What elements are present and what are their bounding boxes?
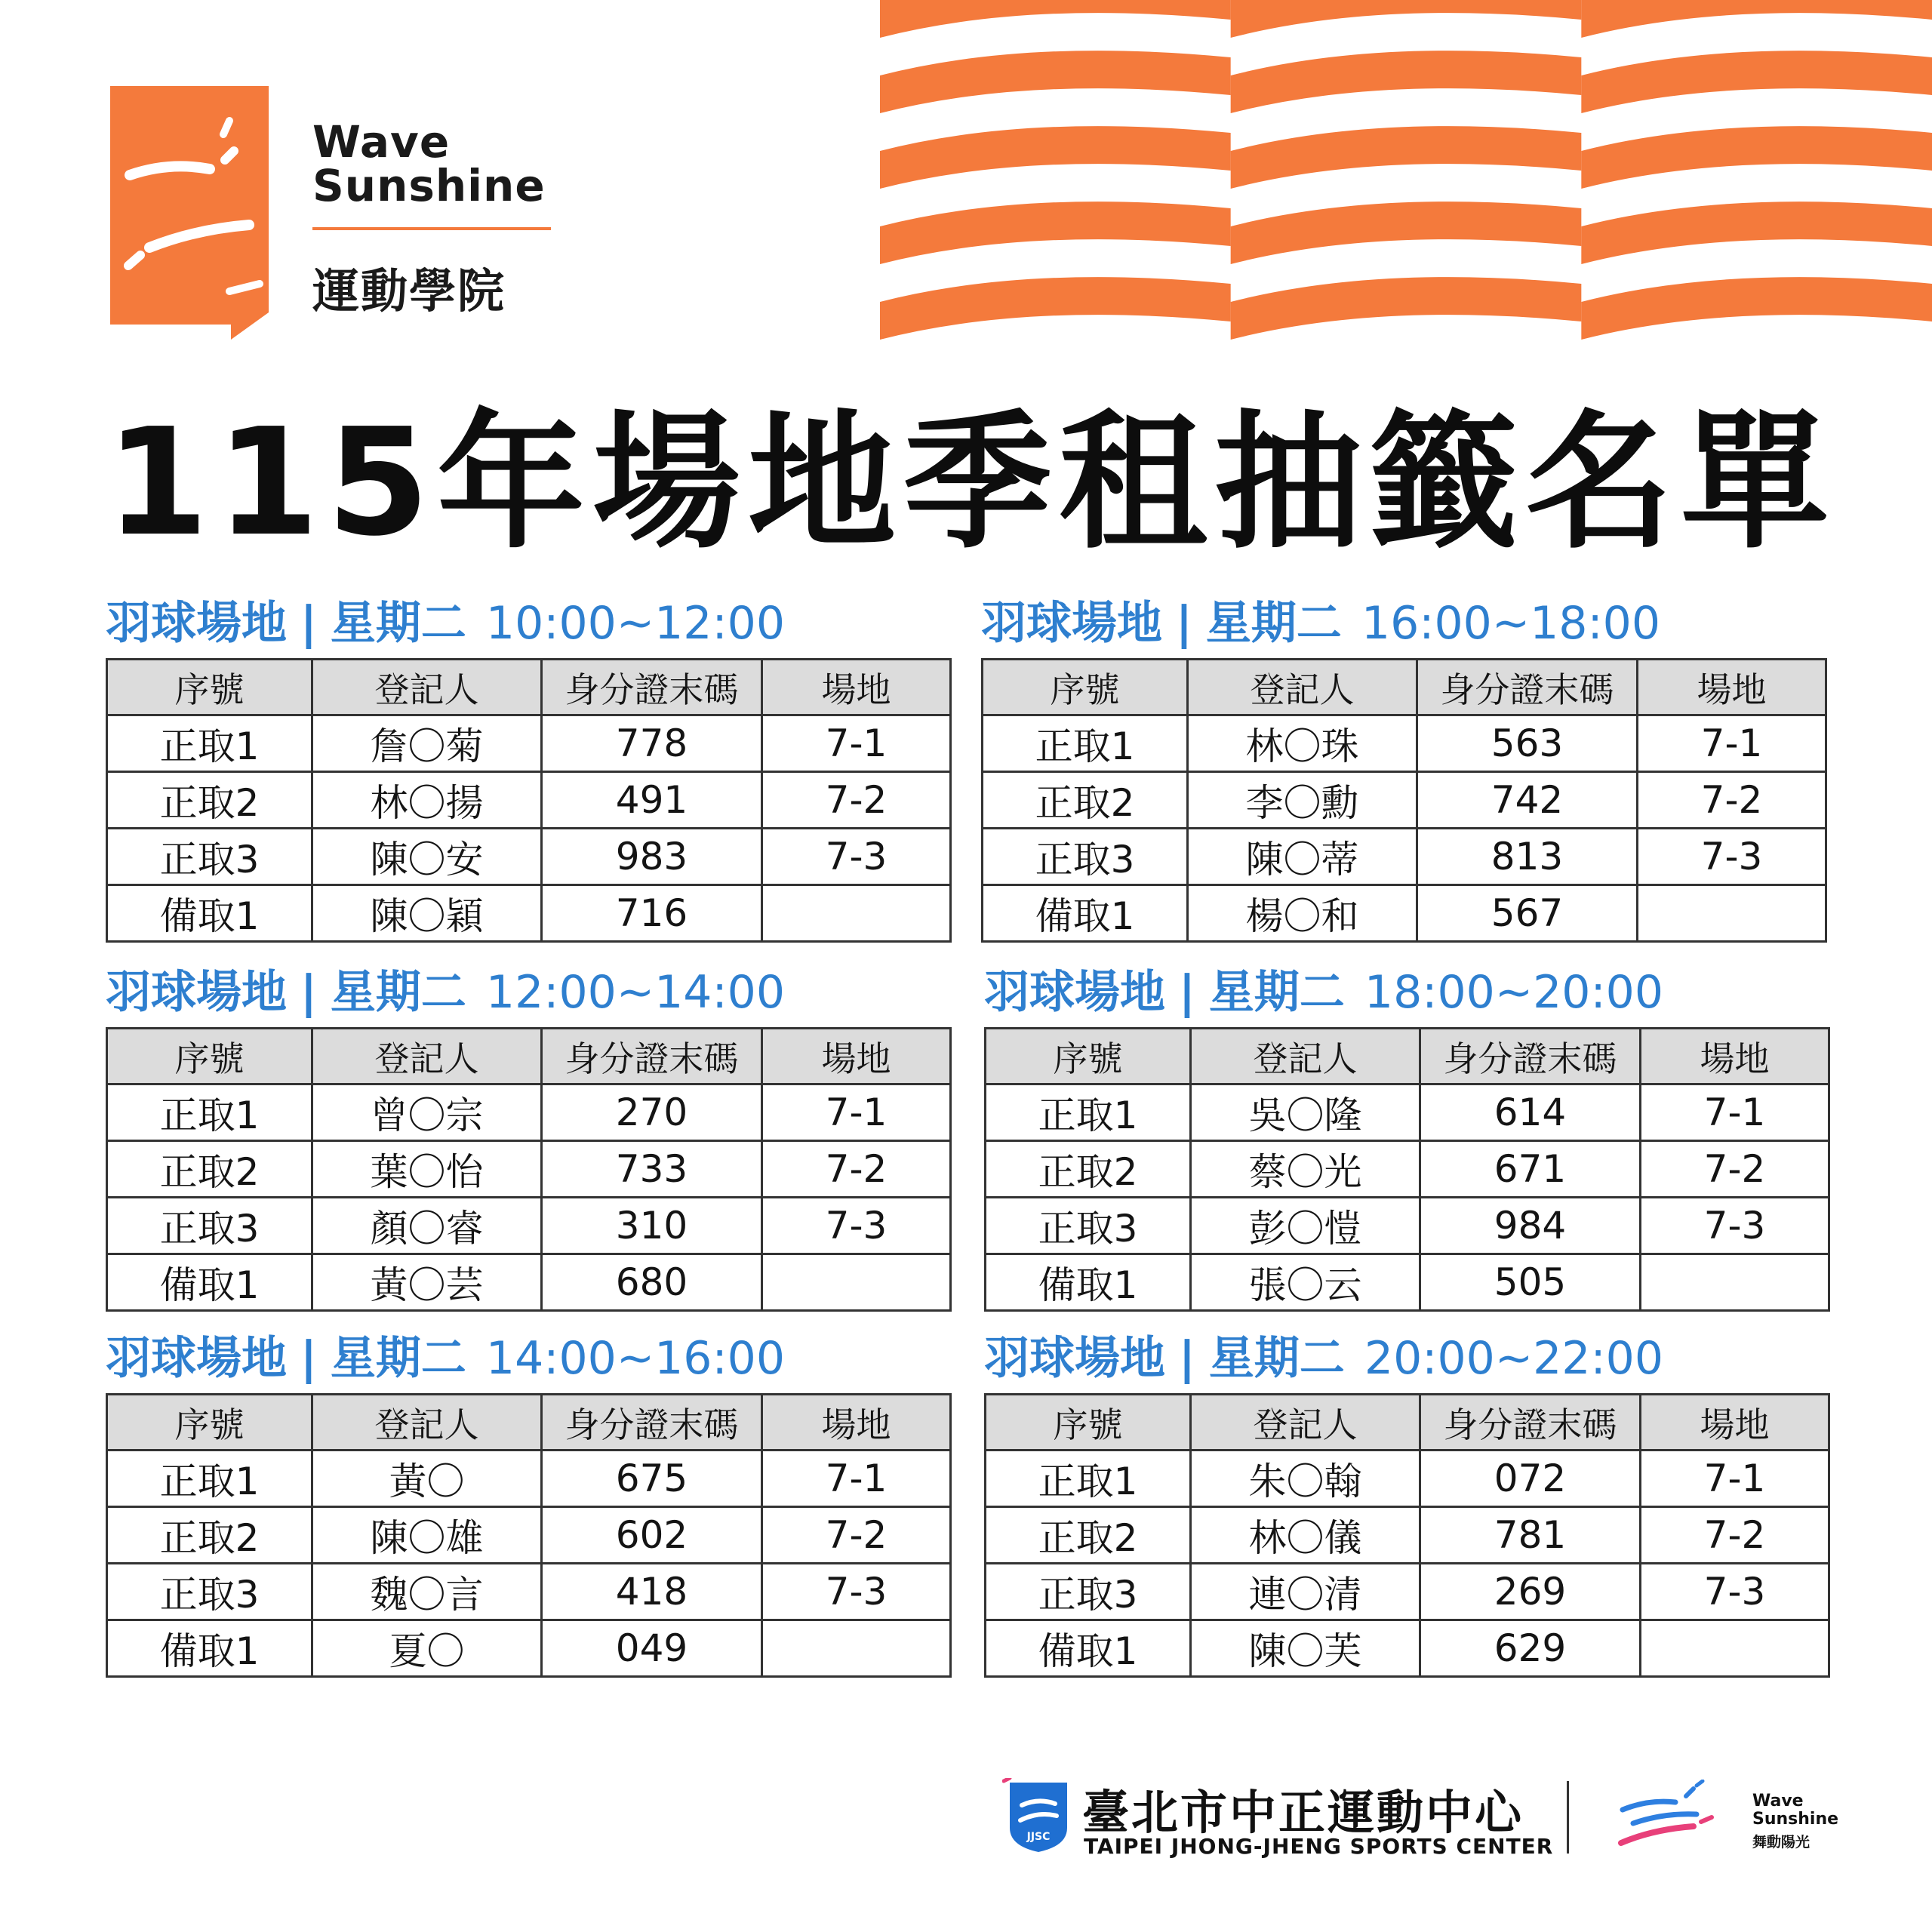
cell-id-suffix: 629 <box>1420 1620 1641 1677</box>
cell-sequence: 正取3 <box>986 1198 1191 1254</box>
cell-registrant: 詹〇菊 <box>312 715 542 772</box>
lottery-result-table <box>981 658 1827 943</box>
column-header-id-suffix: 身分證末碼 <box>542 660 762 715</box>
cell-sequence: 正取3 <box>107 829 312 885</box>
pattern-band <box>1231 126 1582 189</box>
venue-label: 羽球場地 <box>106 597 287 650</box>
cell-sequence: 正取2 <box>986 1507 1191 1564</box>
wave-sunshine-ribbon-icon <box>1618 1780 1718 1852</box>
schedule-block-heading <box>106 593 949 654</box>
cell-id-suffix: 418 <box>542 1564 762 1620</box>
schedule-block-heading <box>984 962 1828 1023</box>
cell-court: 7-2 <box>1641 1507 1829 1564</box>
cell-sequence: 正取2 <box>107 1141 312 1198</box>
cell-court: 7-2 <box>762 1141 951 1198</box>
cell-registrant: 曾〇宗 <box>312 1084 542 1141</box>
cell-id-suffix: 602 <box>542 1507 762 1564</box>
column-header-court: 場地 <box>762 660 951 715</box>
heading-separator: | <box>300 966 317 1019</box>
cell-id-suffix: 778 <box>542 715 762 772</box>
cell-id-suffix: 049 <box>542 1620 762 1677</box>
cell-sequence: 正取3 <box>986 1564 1191 1620</box>
pattern-band <box>880 202 1231 264</box>
cell-sequence: 正取2 <box>107 772 312 829</box>
column-header-court: 場地 <box>1641 1029 1829 1084</box>
cell-id-suffix: 310 <box>542 1198 762 1254</box>
cell-court: 7-3 <box>1641 1564 1829 1620</box>
pattern-band <box>880 126 1231 189</box>
cell-court: 7-1 <box>1638 715 1826 772</box>
pattern-band <box>1581 277 1932 340</box>
schedule-block-heading <box>984 1328 1828 1389</box>
cell-registrant: 陳〇蒂 <box>1188 829 1417 885</box>
table-row <box>986 1451 1829 1507</box>
cell-court: 7-1 <box>762 715 951 772</box>
cell-court: 7-1 <box>1641 1084 1829 1141</box>
cell-id-suffix: 491 <box>542 772 762 829</box>
table-header-row <box>107 1029 951 1084</box>
pattern-band <box>1231 51 1582 113</box>
table-row <box>107 829 951 885</box>
cell-registrant: 吳〇隆 <box>1191 1084 1420 1141</box>
column-header-registrant: 登記人 <box>1191 1029 1420 1084</box>
cell-sequence: 正取1 <box>107 715 312 772</box>
heading-separator: | <box>1179 966 1195 1019</box>
venue-label: 羽球場地 <box>984 966 1165 1019</box>
pattern-band <box>880 277 1231 340</box>
brand-divider <box>312 227 551 230</box>
venue-label: 羽球場地 <box>981 597 1162 650</box>
table-row <box>107 1564 951 1620</box>
cell-sequence: 正取1 <box>107 1084 312 1141</box>
schedule-block <box>106 1328 949 1678</box>
cell-court: 7-3 <box>762 829 951 885</box>
time-slot-label: 14:00~16:00 <box>485 1332 786 1385</box>
cell-id-suffix: 716 <box>542 885 762 942</box>
cell-id-suffix: 781 <box>1420 1507 1641 1564</box>
table-row <box>986 1507 1829 1564</box>
cell-court: 7-3 <box>762 1198 951 1254</box>
cell-id-suffix: 983 <box>542 829 762 885</box>
column-header-sequence: 序號 <box>986 1029 1191 1084</box>
brand-subtitle: 運動學院 <box>312 263 506 318</box>
cell-sequence: 備取1 <box>986 1620 1191 1677</box>
venue-label: 羽球場地 <box>106 1332 287 1385</box>
cell-sequence: 備取1 <box>107 885 312 942</box>
cell-registrant: 陳〇雄 <box>312 1507 542 1564</box>
column-header-id-suffix: 身分證末碼 <box>1417 660 1638 715</box>
cell-sequence: 正取1 <box>986 1451 1191 1507</box>
brand-name-line2: Sunshine <box>312 160 546 211</box>
cell-registrant: 顏〇睿 <box>312 1198 542 1254</box>
table-row <box>107 1620 951 1677</box>
table-row <box>983 885 1826 942</box>
column-header-sequence: 序號 <box>107 660 312 715</box>
cell-id-suffix: 563 <box>1417 715 1638 772</box>
cell-court: 7-2 <box>1638 772 1826 829</box>
table-header-row <box>107 660 951 715</box>
table-row <box>107 715 951 772</box>
schedule-block <box>984 962 1828 1312</box>
cell-sequence: 正取1 <box>986 1084 1191 1141</box>
weekday-label: 星期二 <box>330 1332 466 1385</box>
cell-id-suffix: 567 <box>1417 885 1638 942</box>
column-header-registrant: 登記人 <box>1188 660 1417 715</box>
cell-court: 7-3 <box>1638 829 1826 885</box>
footer-wave-line1: Wave <box>1752 1792 1804 1810</box>
cell-sequence: 正取1 <box>107 1451 312 1507</box>
cell-sequence: 備取1 <box>107 1620 312 1677</box>
cell-registrant: 魏〇言 <box>312 1564 542 1620</box>
cell-id-suffix: 671 <box>1420 1141 1641 1198</box>
decorative-wave-pattern <box>880 0 1932 340</box>
table-row <box>986 1084 1829 1141</box>
column-header-sequence: 序號 <box>107 1029 312 1084</box>
schedule-block-heading <box>106 1328 949 1389</box>
column-header-registrant: 登記人 <box>312 1395 542 1451</box>
table-header-row <box>986 1395 1829 1451</box>
footer-org-name-en: TAIPEI JHONG-JHENG SPORTS CENTER <box>1084 1834 1554 1859</box>
cell-sequence: 備取1 <box>107 1254 312 1311</box>
table-row <box>107 1507 951 1564</box>
cell-registrant: 楊〇和 <box>1188 885 1417 942</box>
cell-court: 7-1 <box>762 1084 951 1141</box>
footer-wave-line2: Sunshine <box>1752 1810 1839 1829</box>
table-row <box>983 715 1826 772</box>
table-row <box>986 1141 1829 1198</box>
cell-registrant: 連〇清 <box>1191 1564 1420 1620</box>
cell-court <box>1641 1254 1829 1311</box>
time-slot-label: 16:00~18:00 <box>1361 597 1661 650</box>
cell-registrant: 彭〇愷 <box>1191 1198 1420 1254</box>
cell-registrant: 林〇珠 <box>1188 715 1417 772</box>
time-slot-label: 10:00~12:00 <box>485 597 786 650</box>
cell-registrant: 夏〇 <box>312 1620 542 1677</box>
pattern-band <box>1231 202 1582 264</box>
cell-sequence: 正取1 <box>983 715 1188 772</box>
cell-sequence: 正取3 <box>107 1564 312 1620</box>
heading-separator: | <box>1176 597 1192 650</box>
column-header-id-suffix: 身分證末碼 <box>542 1395 762 1451</box>
pattern-band <box>1581 0 1932 38</box>
table-row <box>107 1084 951 1141</box>
brand-name-line1: Wave <box>312 116 451 168</box>
footer-divider <box>1567 1781 1569 1854</box>
table-header-row <box>986 1029 1829 1084</box>
cell-court: 7-3 <box>1641 1198 1829 1254</box>
column-header-court: 場地 <box>762 1029 951 1084</box>
cell-registrant: 黃〇芸 <box>312 1254 542 1311</box>
cell-id-suffix: 813 <box>1417 829 1638 885</box>
cell-court: 7-2 <box>1641 1141 1829 1198</box>
lottery-result-table <box>106 1393 952 1678</box>
pattern-band <box>1231 0 1582 38</box>
lottery-result-table <box>984 1027 1830 1312</box>
cell-registrant: 張〇云 <box>1191 1254 1420 1311</box>
table-row <box>986 1620 1829 1677</box>
heading-separator: | <box>1179 1332 1195 1385</box>
schedule-block <box>984 1328 1828 1678</box>
cell-sequence: 正取2 <box>983 772 1188 829</box>
wave-sunshine-flag-icon <box>110 86 269 340</box>
cell-id-suffix: 505 <box>1420 1254 1641 1311</box>
column-header-id-suffix: 身分證末碼 <box>1420 1029 1641 1084</box>
table-row <box>983 829 1826 885</box>
cell-id-suffix: 984 <box>1420 1198 1641 1254</box>
footer-org-name: 臺北市中正運動中心 <box>1082 1785 1524 1840</box>
emblem-text: JJSC <box>1026 1831 1051 1843</box>
cell-court <box>762 1254 951 1311</box>
cell-id-suffix: 733 <box>542 1141 762 1198</box>
cell-id-suffix: 680 <box>542 1254 762 1311</box>
cell-registrant: 陳〇穎 <box>312 885 542 942</box>
cell-id-suffix: 675 <box>542 1451 762 1507</box>
cell-sequence: 備取1 <box>986 1254 1191 1311</box>
cell-sequence: 正取3 <box>107 1198 312 1254</box>
page-title: 115年場地季租抽籤名單 <box>106 397 1837 569</box>
weekday-label: 星期二 <box>1205 597 1342 650</box>
heading-separator: | <box>300 597 317 650</box>
column-header-id-suffix: 身分證末碼 <box>1420 1395 1641 1451</box>
schedule-block <box>981 593 1825 943</box>
footer-wave-line3: 舞動陽光 <box>1752 1834 1810 1850</box>
jjsc-emblem-icon <box>1002 1778 1075 1854</box>
column-header-court: 場地 <box>762 1395 951 1451</box>
cell-court <box>1638 885 1826 942</box>
table-row <box>983 772 1826 829</box>
lottery-result-table <box>106 658 952 943</box>
table-row <box>107 885 951 942</box>
table-row <box>107 1198 951 1254</box>
cell-court <box>762 885 951 942</box>
venue-label: 羽球場地 <box>984 1332 1165 1385</box>
column-header-id-suffix: 身分證末碼 <box>542 1029 762 1084</box>
cell-registrant: 陳〇安 <box>312 829 542 885</box>
cell-registrant: 林〇揚 <box>312 772 542 829</box>
cell-sequence: 備取1 <box>983 885 1188 942</box>
heading-separator: | <box>300 1332 317 1385</box>
schedule-block-heading <box>106 962 949 1023</box>
cell-id-suffix: 742 <box>1417 772 1638 829</box>
cell-registrant: 陳〇芙 <box>1191 1620 1420 1677</box>
cell-id-suffix: 269 <box>1420 1564 1641 1620</box>
column-header-registrant: 登記人 <box>1191 1395 1420 1451</box>
table-row <box>986 1564 1829 1620</box>
column-header-sequence: 序號 <box>986 1395 1191 1451</box>
cell-registrant: 朱〇翰 <box>1191 1451 1420 1507</box>
column-header-sequence: 序號 <box>983 660 1188 715</box>
column-header-registrant: 登記人 <box>312 1029 542 1084</box>
cell-court: 7-2 <box>762 772 951 829</box>
column-header-registrant: 登記人 <box>312 660 542 715</box>
cell-id-suffix: 270 <box>542 1084 762 1141</box>
table-row <box>107 772 951 829</box>
weekday-label: 星期二 <box>1208 1332 1345 1385</box>
lottery-result-table <box>984 1393 1830 1678</box>
cell-sequence: 正取3 <box>983 829 1188 885</box>
schedule-block <box>106 593 949 943</box>
time-slot-label: 18:00~20:00 <box>1364 966 1664 1019</box>
table-row <box>986 1198 1829 1254</box>
pattern-band <box>880 0 1231 38</box>
cell-court: 7-2 <box>762 1507 951 1564</box>
time-slot-label: 20:00~22:00 <box>1364 1332 1664 1385</box>
cell-court: 7-1 <box>1641 1451 1829 1507</box>
venue-label: 羽球場地 <box>106 966 287 1019</box>
pattern-band <box>1581 51 1932 113</box>
table-header-row <box>983 660 1826 715</box>
pattern-band <box>1581 202 1932 264</box>
cell-court <box>1641 1620 1829 1677</box>
table-row <box>107 1451 951 1507</box>
cell-sequence: 正取2 <box>107 1507 312 1564</box>
weekday-label: 星期二 <box>330 966 466 1019</box>
schedule-block <box>106 962 949 1312</box>
weekday-label: 星期二 <box>1208 966 1345 1019</box>
cell-registrant: 黃〇 <box>312 1451 542 1507</box>
column-header-court: 場地 <box>1638 660 1826 715</box>
pattern-band <box>1231 277 1582 340</box>
cell-id-suffix: 072 <box>1420 1451 1641 1507</box>
table-row <box>107 1141 951 1198</box>
column-header-sequence: 序號 <box>107 1395 312 1451</box>
table-row <box>107 1254 951 1311</box>
column-header-court: 場地 <box>1641 1395 1829 1451</box>
cell-registrant: 林〇儀 <box>1191 1507 1420 1564</box>
weekday-label: 星期二 <box>330 597 466 650</box>
cell-id-suffix: 614 <box>1420 1084 1641 1141</box>
table-header-row <box>107 1395 951 1451</box>
lottery-result-table <box>106 1027 952 1312</box>
cell-court: 7-3 <box>762 1564 951 1620</box>
table-row <box>986 1254 1829 1311</box>
cell-registrant: 李〇勳 <box>1188 772 1417 829</box>
cell-court <box>762 1620 951 1677</box>
time-slot-label: 12:00~14:00 <box>485 966 786 1019</box>
pattern-band <box>1581 126 1932 189</box>
cell-registrant: 葉〇怡 <box>312 1141 542 1198</box>
pattern-band <box>880 51 1231 113</box>
cell-court: 7-1 <box>762 1451 951 1507</box>
schedule-block-heading <box>981 593 1825 654</box>
cell-registrant: 蔡〇光 <box>1191 1141 1420 1198</box>
cell-sequence: 正取2 <box>986 1141 1191 1198</box>
